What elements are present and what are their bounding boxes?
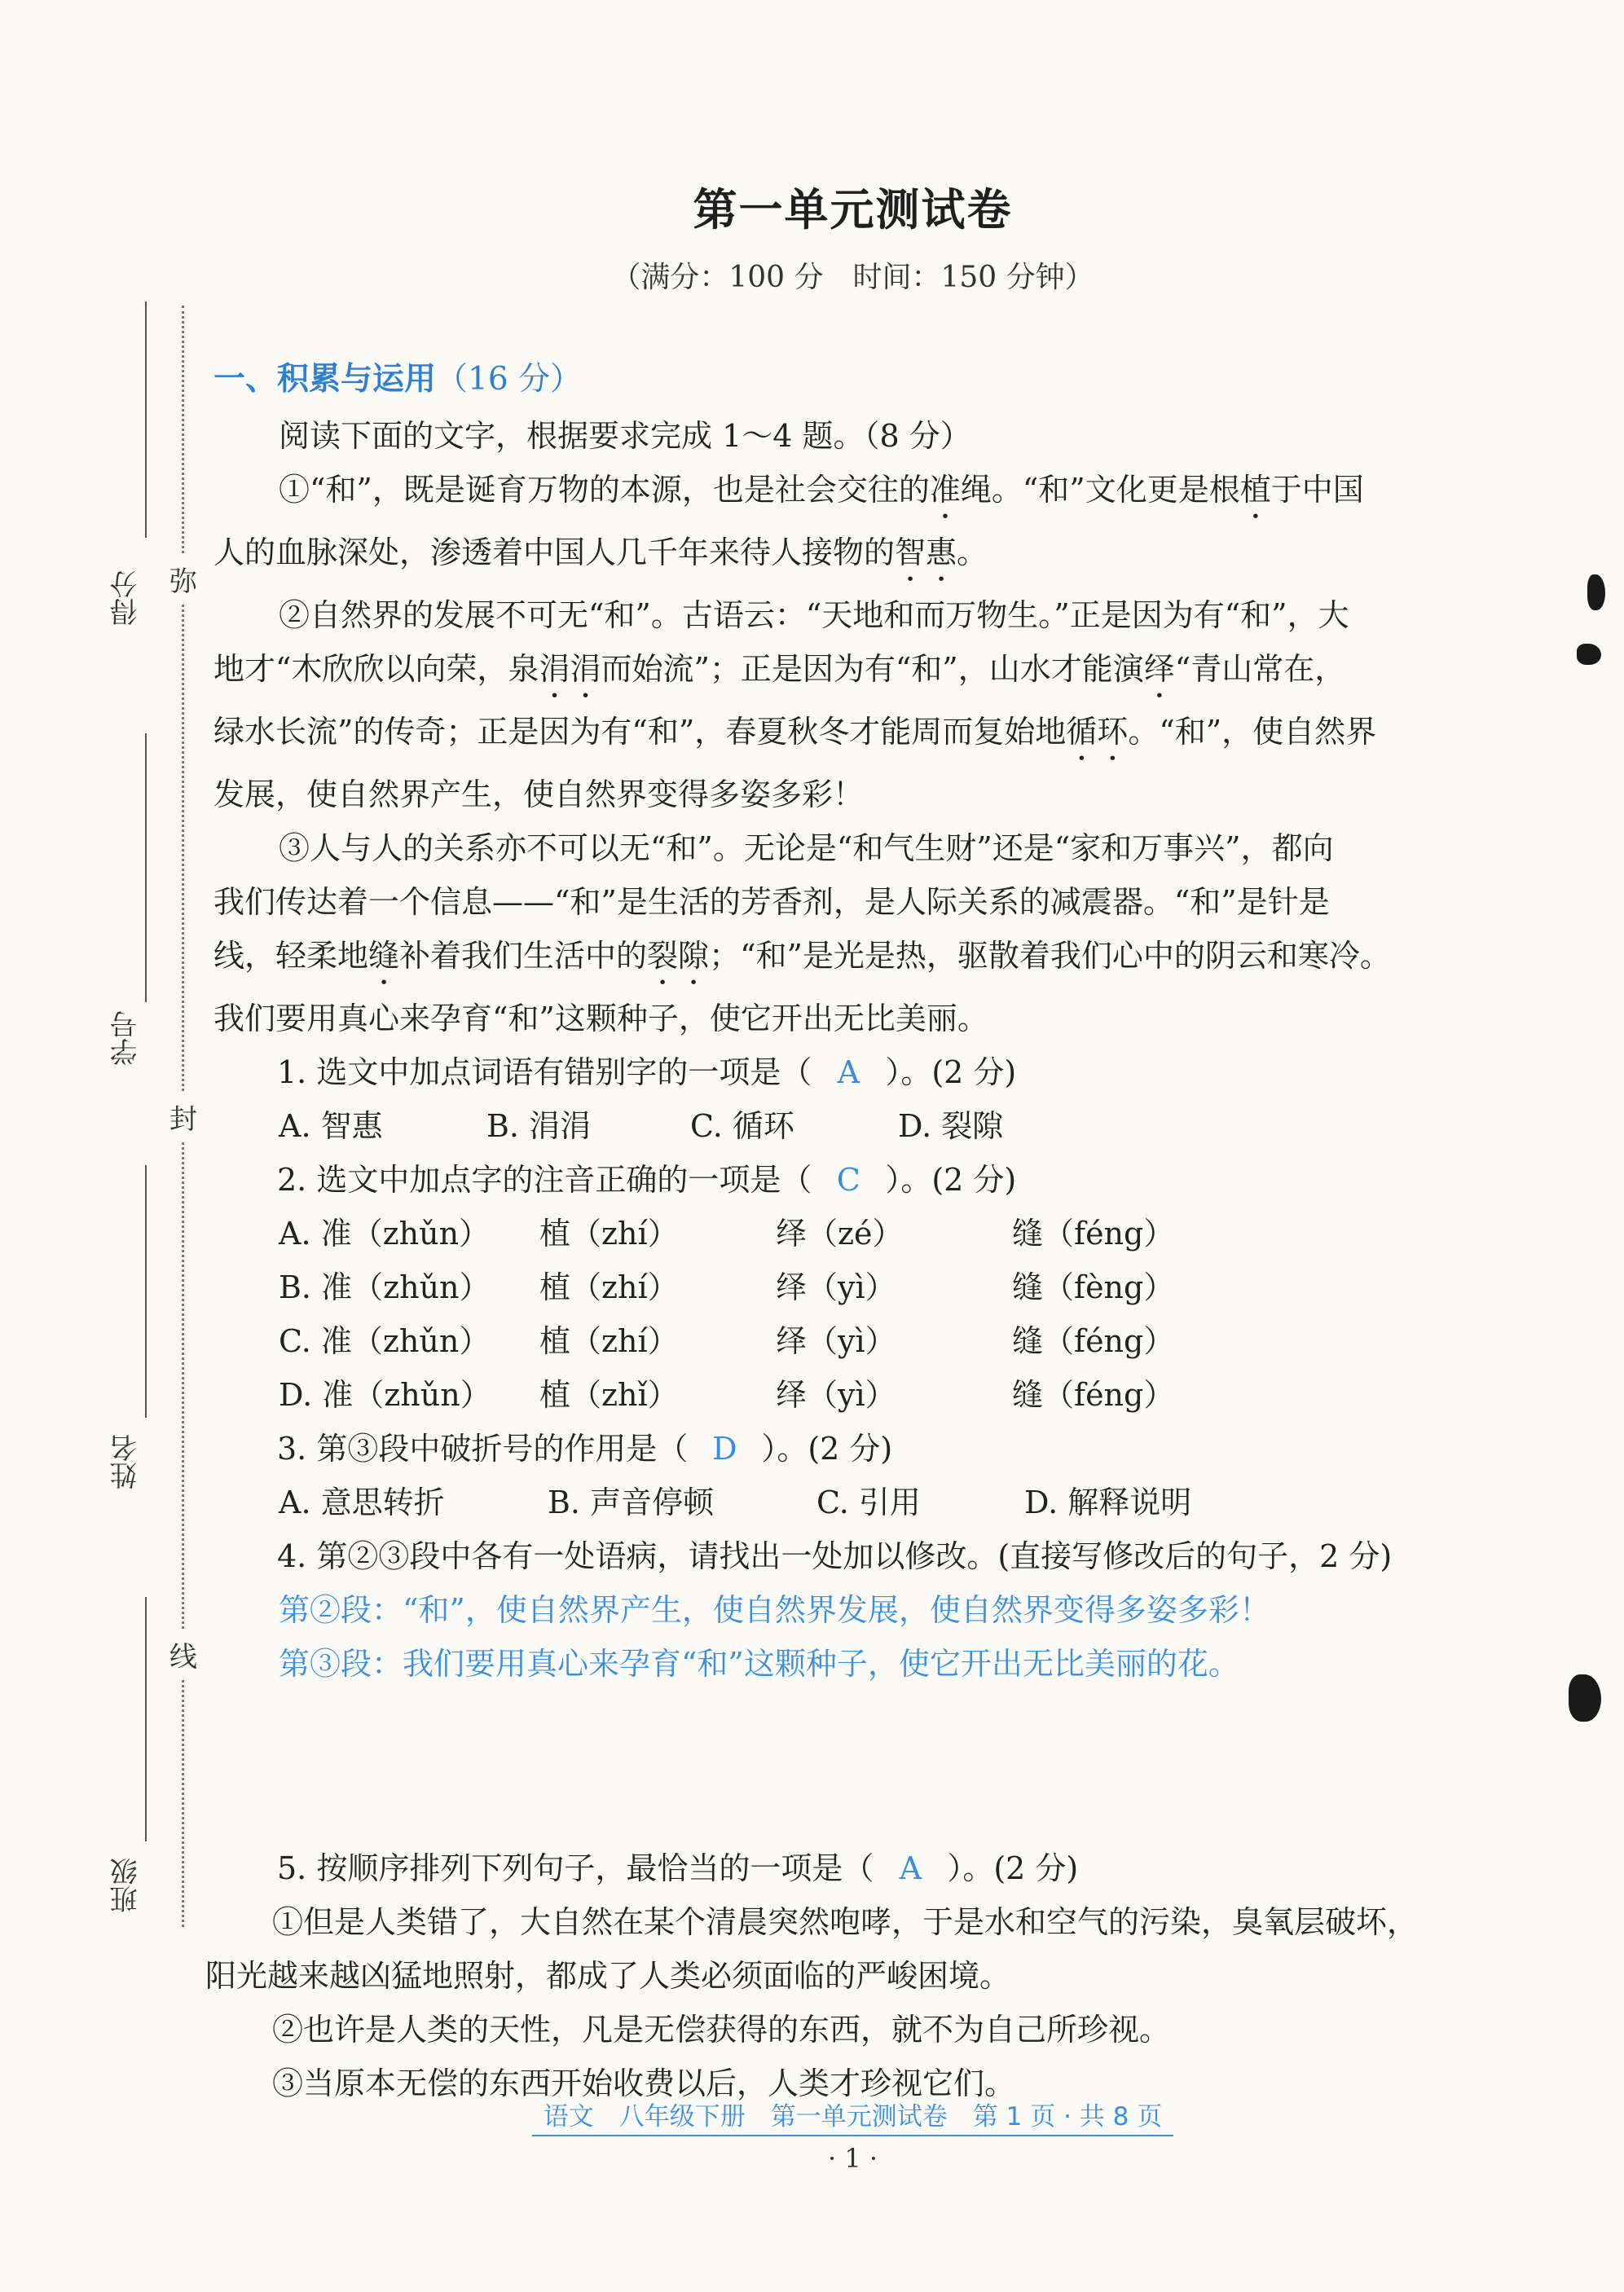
passage-p2-line3 — [213, 705, 1493, 768]
text: 绳。“和”文化更是根 — [960, 472, 1240, 508]
question-points: ）。(2 分) — [885, 1162, 1017, 1198]
option-c-4: 缝（féng） — [1012, 1323, 1175, 1359]
answer-blank[interactable]: A — [837, 1054, 860, 1090]
score-field-line — [145, 301, 147, 538]
question-1-options — [213, 1099, 1493, 1153]
exam-content — [205, 350, 1493, 2110]
option-d-1[interactable]: D. 准（zhǔn） — [279, 1377, 491, 1413]
passage-p2-line2 — [213, 642, 1493, 705]
option-c-1[interactable]: C. 准（zhǔn） — [279, 1323, 491, 1359]
question-points: ）。(2 分) — [761, 1431, 893, 1467]
name-field-label: 姓名 — [110, 1434, 143, 1489]
passage-p2-line1: ②自然界的发展不可无“和”。古语云：“天地和而万物生。”正是因为有“和”，大 — [279, 597, 1349, 633]
answer-line-2[interactable]: 第③段：我们要用真心来孕育“和”这颗种子，使它开出无比美丽的花。 — [279, 1646, 1239, 1682]
option-a[interactable]: A. 意思转折 — [279, 1485, 445, 1520]
student-id-field-label: 学号 — [110, 1010, 143, 1066]
page-title: 第一单元测试卷 — [693, 184, 1013, 235]
text: 地才“木欣欣以向荣，泉 — [213, 651, 539, 687]
option-d-3: 绎（yì） — [776, 1377, 896, 1413]
passage-p1-line2 — [213, 526, 1493, 588]
text: 线，轻柔地 — [213, 938, 369, 974]
name-field-line — [145, 1165, 147, 1418]
dotted-word: 智惠 — [895, 535, 957, 570]
scan-smudge — [1577, 644, 1601, 665]
dotted-char: 绎 — [1143, 651, 1175, 687]
question-3 — [213, 1422, 1493, 1476]
option-b-4: 缝（fèng） — [1012, 1269, 1175, 1305]
question-2 — [213, 1153, 1493, 1207]
question-points: ）。(2 分) — [947, 1850, 1079, 1886]
passage-p3-line3 — [213, 929, 1493, 992]
option-d-2: 植（zhǐ） — [539, 1377, 679, 1413]
scan-smudge — [1587, 574, 1605, 610]
text: 人的血脉深处，渗透着中国人几千年来待人接物的 — [213, 535, 896, 570]
question-2-options — [213, 1207, 1493, 1422]
score-field-label: 得分 — [110, 570, 143, 626]
section-intro: 阅读下面的文字，根据要求完成 1～4 题。（8 分） — [279, 418, 971, 454]
question-1 — [213, 1045, 1493, 1099]
section-heading — [213, 350, 1493, 409]
id-field-line — [145, 733, 147, 1002]
question-stem: 5. 按顺序排列下列句子，最恰当的一项是（ — [277, 1850, 874, 1886]
dotted-word: 涓涓 — [539, 651, 601, 687]
passage-p3-line2: 我们传达着一个信息——“和”是生活的芳香剂，是人际关系的减震器。“和”是针是 — [213, 884, 1330, 920]
option-a[interactable]: A. 智惠 — [279, 1108, 383, 1144]
dotted-word: 循环 — [1066, 714, 1129, 750]
question-points: ）。(2 分) — [885, 1054, 1017, 1090]
question-stem: 3. 第③段中破折号的作用是（ — [277, 1431, 689, 1467]
passage-p2-line4: 发展，使自然界产生，使自然界变得多姿多彩！ — [213, 776, 865, 812]
answer-space — [213, 1691, 1493, 1841]
sentence-1-line2: 阳光越来越凶猛地照射，都成了人类必须面临的严峻困境。 — [205, 1958, 1011, 1994]
seal-char-feng: 封 — [169, 1092, 197, 1142]
passage-p3-line4: 我们要用真心来孕育“和”这颗种子，使它开出无比美丽。 — [213, 1001, 988, 1036]
class-field-line — [145, 1597, 147, 1841]
answer-blank[interactable]: C — [836, 1162, 860, 1198]
option-b[interactable]: B. 声音停顿 — [548, 1485, 715, 1520]
question-3-options — [213, 1476, 1493, 1529]
option-a-3: 绎（zé） — [776, 1216, 904, 1252]
text: 于中国 — [1270, 472, 1364, 508]
dotted-char: 植 — [1239, 472, 1271, 508]
option-b[interactable]: B. 涓涓 — [486, 1108, 592, 1144]
option-d[interactable]: D. 解释说明 — [1024, 1485, 1192, 1520]
answer-line-1[interactable]: 第②段：“和”，使自然界产生，使自然界发展，使自然界变得多姿多彩！ — [279, 1592, 1270, 1628]
option-a-1[interactable]: A. 准（zhǔn） — [279, 1216, 491, 1252]
text: 而始流”；正是因为有“和”，山水才能演 — [601, 651, 1144, 687]
option-b-2: 植（zhí） — [539, 1269, 679, 1305]
seal-char-mi: 弥 — [169, 554, 197, 604]
question-5 — [213, 1841, 1493, 1895]
text: 补着我们生活中的 — [399, 938, 648, 974]
option-c[interactable]: C. 引用 — [816, 1485, 921, 1520]
dotted-char: 准 — [929, 472, 961, 508]
page-footer — [0, 2096, 1624, 2132]
passage-p1-line1 — [213, 463, 1493, 526]
answer-blank[interactable]: D — [712, 1431, 737, 1467]
option-a-2: 植（zhí） — [539, 1216, 679, 1252]
sentence-3: ③当原本无偿的东西开始收费以后，人类才珍视它们。 — [272, 2065, 1016, 2101]
text: “青山常在， — [1174, 651, 1346, 687]
option-a-4: 缝（féng） — [1012, 1216, 1175, 1252]
question-stem: 2. 选文中加点字的注音正确的一项是（ — [277, 1162, 812, 1198]
sentence-2: ②也许是人类的天性，凡是无偿获得的东西，就不为自己所珍视。 — [272, 2012, 1171, 2048]
text: 。 — [957, 535, 988, 570]
option-c-3: 绎（yì） — [776, 1323, 896, 1359]
option-b-1[interactable]: B. 准（zhǔn） — [279, 1269, 491, 1305]
section-title: 一、积累与运用 — [213, 361, 437, 398]
class-field-label: 班级 — [110, 1858, 143, 1913]
question-4: 4. 第②③段中各有一处语病，请找出一处加以修改。(直接写修改后的句子，2 分) — [277, 1538, 1393, 1574]
text: 绿水长流”的传奇；正是因为有“和”，春夏秋冬才能周而复始地 — [213, 714, 1067, 750]
page-subtitle: （满分：100 分 时间：150 分钟） — [611, 261, 1094, 294]
seal-char-xian: 线 — [169, 1630, 197, 1679]
passage-p3-line1: ③人与人的关系亦不可以无“和”。无论是“和气生财”还是“家和万事兴”，都向 — [279, 830, 1334, 866]
text: 。“和”，使自然界 — [1128, 714, 1377, 750]
dotted-char: 缝 — [368, 938, 400, 974]
question-stem: 1. 选文中加点词语有错别字的一项是（ — [277, 1054, 812, 1090]
page-number: · 1 · — [827, 2143, 878, 2174]
text: ；“和”是光是热，驱散着我们心中的阴云和寒冷。 — [709, 938, 1391, 974]
text: ①“和”，既是诞育万物的本源，也是社会交往的 — [279, 472, 930, 508]
option-d-4: 缝（féng） — [1012, 1377, 1175, 1413]
option-c[interactable]: C. 循环 — [690, 1108, 794, 1144]
option-c-2: 植（zhí） — [539, 1323, 679, 1359]
option-d[interactable]: D. 裂隙 — [898, 1108, 1004, 1144]
section-points: （16 分） — [436, 361, 583, 398]
dotted-word: 裂隙 — [647, 938, 710, 974]
sentence-1-line1: ①但是人类错了，大自然在某个清晨突然咆哮，于是水和空气的污染，臭氧层破坏， — [272, 1904, 1419, 1940]
scan-smudge — [1569, 1674, 1601, 1722]
answer-blank[interactable]: A — [899, 1850, 922, 1886]
footer-text: 语文 八年级下册 第一单元测试卷 第 1 页 · 共 8 页 — [532, 2102, 1173, 2136]
option-b-3: 绎（yì） — [776, 1269, 896, 1305]
